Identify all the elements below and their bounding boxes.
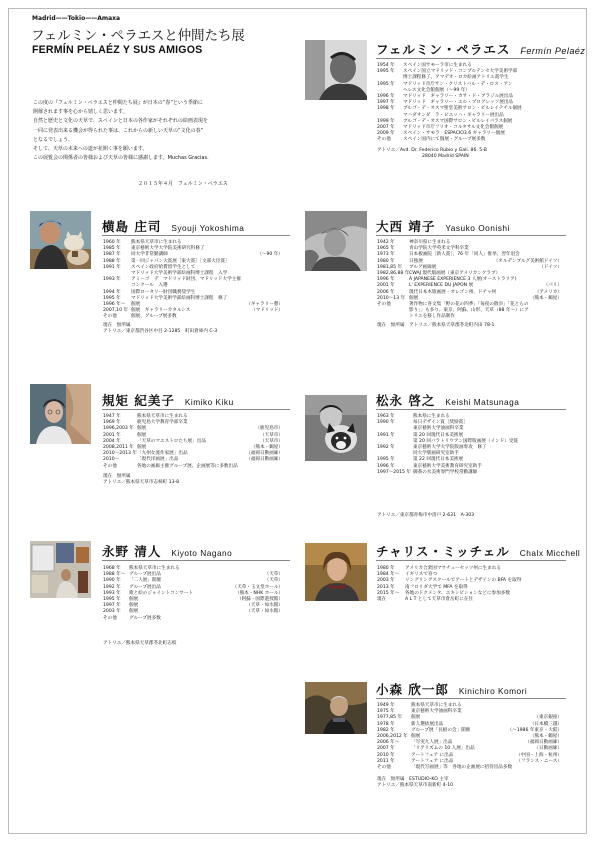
artist-name-roman: Syouji Yokoshima (171, 223, 245, 233)
cv-year: 2008,2011 年 (103, 445, 134, 451)
cv-text: アートフェア に出品 (411, 752, 454, 758)
komori-entries (377, 703, 562, 771)
cv-year: 1981,85 年 (377, 264, 403, 270)
cv-text: 個展、グループ展多数 (131, 314, 177, 320)
cv-year: 1988 年 (103, 258, 121, 264)
cv-text: 「九州女流作家展」出品 (137, 451, 188, 457)
artist-name-roman: Fermín Pelaéz (520, 46, 586, 56)
cv-year: 1990 年 (103, 578, 121, 584)
cv-year: 2006,2012 年 (377, 734, 408, 740)
cv-text: 個展 (129, 597, 139, 603)
cv-year: 1978 年 (377, 721, 395, 727)
divider (102, 409, 290, 410)
intro-line: 開催されます事を心から嬉しく思います。 (33, 109, 128, 116)
artist-name-jp: フェルミン・ペラエス (376, 42, 511, 57)
cv-text: 「現代洋画展」出品 (137, 457, 179, 463)
address-line: アトリエ／東京都渋谷区中目 2-1285 町田倉庫内 C-3 (103, 329, 218, 335)
cv-location: （天草） (264, 578, 283, 584)
cv-location: （天草・玉文堂ホール） (232, 584, 283, 590)
cv-text: 東京藝術大学大学院版画専攻 修了 (413, 445, 487, 451)
cv-year: 1977,85 年 (377, 715, 403, 721)
cv-location: （鹿児島市） (255, 426, 283, 432)
artist-name-roman: Yasuko Oonishi (445, 223, 510, 233)
intro-line: となるでしょう。 (33, 136, 73, 143)
cv-text: グループ展出品 (129, 584, 161, 590)
cv-text: グループ展「長板の会」開催 (411, 727, 471, 733)
cv-location: （天草・如水館） (246, 603, 283, 609)
cv-entry (377, 470, 562, 476)
cv-text: マハダオンダ ラ・ピエッハ・ギャラリー展出品 (403, 112, 504, 118)
cv-location: （福岡日動画廊） (246, 451, 283, 457)
mitchell-photo (305, 543, 367, 601)
address-line: 現在 無所属 ESTUDIO-KO 主宰 (377, 777, 449, 782)
cv-location: （ギャラリー憩） (246, 302, 283, 308)
nagano-entries (103, 566, 283, 622)
artist-name-jp: 横島 庄司 (102, 219, 162, 234)
cv-text: 新人選抜展出品 (411, 721, 444, 727)
cv-text: 各地の画廊主催グループ展、企画展等に多数出品 (137, 463, 238, 469)
kiku-name (102, 391, 234, 409)
cv-text: マドリッド市庁サン・クリストバル・デ・ロス・アン (403, 81, 513, 87)
cv-location: （日動画廊） (534, 746, 562, 752)
yokoshima-address (103, 323, 283, 335)
cv-text: 東京藝術大学油画科卒業 (413, 426, 464, 432)
cv-location: （阿蘇・国際遊授館） (237, 597, 283, 603)
cv-year: 2004 年 (103, 438, 121, 444)
cv-text: 各地のドクメンタ、エキシビションなどに参加多数 (405, 590, 510, 596)
oonishi-entries (377, 240, 562, 321)
cv-year: 1987 年 (103, 252, 121, 258)
cv-year: 1991 年 (103, 264, 121, 270)
yokoshima-name (102, 217, 244, 235)
cv-location: （福岡日動画廊） (246, 457, 283, 463)
cv-year: 現在 (377, 597, 387, 603)
cv-year: 1980 年 (377, 258, 395, 264)
cv-year: 1995 年 (377, 69, 395, 75)
cv-year: 1969 年 (103, 420, 121, 426)
oonishi-address (377, 323, 562, 329)
cv-entry (103, 616, 283, 622)
cv-year: 2001 年 (103, 432, 121, 438)
cv-year: その他 (377, 302, 391, 308)
cv-text: アメリカ合衆国マサチューセッツ州に生まれる (405, 566, 501, 571)
divider (376, 409, 566, 410)
address-line: アトリエ／熊本県天草郡苓北町志岐 (103, 641, 177, 646)
cv-location: （福岡日動画廊） (525, 740, 562, 746)
address-line: アトリエ／熊本県天草市志柿町 13-8 (103, 480, 180, 486)
cv-text: アートフェア に出品 (411, 758, 454, 764)
cv-year: 1984 年〜 (377, 572, 400, 578)
cv-text: 第 22 回現代日本美術展 (413, 457, 464, 463)
cv-text: マドリッド ギャラリー・カサ・ド・ブラジル展出品 (403, 94, 513, 100)
cv-year: 1995 年 (103, 597, 121, 603)
fermin-portrait-photo (305, 40, 367, 100)
cv-entry (103, 314, 283, 320)
matsunaga-name (376, 391, 519, 409)
cv-text: 鹿児島大学教育学部卒業 (137, 420, 188, 426)
address-line: 現在 無所属 (103, 474, 131, 479)
cv-text: ブルグ画廊展 (409, 264, 437, 270)
divider (376, 560, 566, 561)
cv-year: 2010〜13 年 (377, 295, 406, 301)
cv-year: 1997〜2015 年 (377, 469, 412, 475)
cv-location: （天草市） (260, 432, 283, 438)
oonishi-photo (305, 211, 367, 271)
divider (376, 58, 566, 59)
cv-text: スペイン政府給費留学生として (131, 264, 196, 270)
cv-text: グループ展出品 (129, 572, 161, 578)
cv-text: 国際ロータリー財団職務奨学生 (131, 289, 196, 295)
mitchell-name (376, 542, 580, 560)
cv-text: ブルゴ・デ・オスマ聖堂美術サロン・ビルレイテチル個展 (403, 106, 522, 112)
kiku-entries (103, 414, 283, 470)
cv-year: 1996,2003 年 (103, 426, 134, 432)
cv-location: （熊本・鶴屋） (250, 445, 283, 451)
cv-year: 1998 年 (377, 106, 395, 112)
cv-text: 著作物に喜文集「野の花の四季」「毎夜の散歩」「花とらの (409, 302, 529, 308)
intro-line: この展覧会の関係者の皆様および天草の皆様に感謝します。Muchas Gracias. (33, 155, 209, 162)
cv-text: トリエを移し作品制作 (409, 314, 455, 320)
fermin-address (377, 148, 562, 160)
cv-location: （中国・上海・杭州） (516, 752, 562, 758)
komori-address (377, 777, 562, 789)
cv-text: アミーゴ デ マドリッド財団、マドリッド大学主催 (131, 277, 241, 283)
cv-text: 個展 (411, 734, 421, 740)
nagano-name (102, 542, 232, 560)
artist-name-jp: 規矩 紀美子 (102, 393, 175, 408)
cv-year: 1985 年 (103, 246, 121, 252)
cv-year: 1999 年 (377, 118, 395, 124)
cv-year: 1993 年 (103, 277, 121, 283)
cv-text: 熊本県に生まれる (413, 414, 450, 419)
cv-location: （熊本・NHK ホール） (234, 590, 283, 596)
cv-text: スペイン国立マドリッド・コンプルテンセ大学美術学部 (403, 69, 518, 75)
cv-year: 2009 年 (377, 131, 395, 137)
cv-location: （〜1986 年東京・大阪） (507, 727, 562, 733)
cv-text: イギリスで育つ (405, 572, 438, 578)
cv-text: 「写実九人展」出品 (411, 740, 453, 746)
cv-year: 1996 年〜 (103, 302, 126, 308)
cv-text: 熊本県天草市に生まれる (131, 240, 182, 245)
cv-year: 1973 年 (377, 252, 395, 258)
cv-year: 2007 年 (377, 746, 395, 752)
intro-line: そして、天草の未来への道が花開く事を願います。 (33, 146, 148, 153)
mitchell-entries (377, 566, 562, 603)
cv-text: 「天草のマエストロたち展」出品 (137, 438, 206, 444)
cv-year: 1994 年 (103, 289, 121, 295)
cv-year: 1942 年 (377, 240, 395, 245)
cv-text: 影り」」も多り。東京、阿蘇、山形、天草（88 年〜）にア (409, 308, 529, 314)
intro-line: 自然と歴史と文化の天草で、スペインと日本の各作家がそれぞれの絵画表現を (33, 118, 208, 125)
cv-text: リングリングスクールでアートとデザインの BFA を取得 (405, 578, 522, 584)
divider (376, 235, 566, 236)
cv-year: 2010 年 (377, 752, 395, 758)
fermin-entries (377, 63, 562, 144)
cv-text: 第 20 回現代日本美術展 (413, 432, 464, 438)
cv-location: （〜90 年） (257, 252, 283, 258)
artist-name-roman: Keishi Matsunaga (445, 397, 520, 407)
cv-year: 1954 年 (377, 63, 395, 68)
cv-year: 1968 年 (103, 566, 121, 571)
artist-name-jp: 松永 啓之 (376, 393, 436, 408)
cv-year: 1995 年 (377, 81, 395, 87)
cv-text: マドリッド ギャラリー・エル・プログレッソ展出品 (403, 100, 514, 106)
cv-text: 南フロリダ大学で MFA を取得 (405, 584, 468, 590)
cv-entry (377, 597, 562, 603)
cv-text: マドリッド大学美術学部絵画科博士課程 修了 (131, 295, 228, 301)
cv-year: 2003 年 (377, 578, 395, 584)
cv-text: 東京藝術大学美術教育研究室助手 (413, 463, 482, 469)
cv-text: 日本板画院［新人賞］、76 年「同人」推挙、翌年退会 (409, 252, 520, 258)
cv-year: 1975 年 (377, 709, 395, 715)
cv-location: （天草） (264, 572, 283, 578)
cv-text: 東京藝術大学油画科卒業 (411, 709, 462, 715)
komori-name (376, 680, 527, 698)
cv-location: （アメリカ） (534, 289, 562, 295)
cv-text: 個展 (137, 426, 147, 432)
divider (376, 698, 566, 699)
cv-text: 第一回ジャパン大賞展［東大賞］［文部大臣賞］ (131, 258, 230, 264)
cv-text: 個展 (131, 302, 141, 308)
cv-text: 「二人展」開催 (129, 578, 162, 584)
cv-year: 1990 年 (377, 420, 395, 426)
address-line: アトリエ／東京都青梅市中清戸 2-631 A-303 (377, 513, 475, 518)
kiku-photo (30, 384, 91, 444)
address-line: 28040 Madrid SPAIN (422, 154, 469, 160)
cv-entry (377, 137, 562, 143)
cv-year: 1995 年 (377, 457, 395, 463)
artist-name-roman: Kinichiro Komori (458, 686, 528, 696)
cv-entry (377, 765, 562, 771)
cv-location: （天草市） (260, 438, 283, 444)
cv-year: 1997 年 (377, 100, 395, 106)
cv-text: 青山学院大学英米文学科卒業 (409, 246, 469, 252)
cv-year: その他 (103, 615, 117, 621)
cv-year: 2010〜2013 年 (103, 451, 138, 457)
cv-year: その他 (103, 463, 117, 469)
intro-signature: ２０１５年４月 フェルミン・ペラエス (138, 181, 228, 187)
cv-year: 2006 年〜 (377, 740, 400, 746)
cv-year: 1992 年 (377, 445, 395, 451)
cv-location: （天草・如水館） (246, 609, 283, 615)
cv-year: 1982 年 (377, 727, 395, 733)
cv-year: 1992 年 (103, 584, 121, 590)
artist-name-roman: Kiyoto Nagano (171, 548, 233, 558)
yokoshima-entries (103, 240, 283, 321)
cv-entry (377, 314, 562, 320)
cv-text: 「現代写画展」等 各地の企画展に招待出品多数 (411, 765, 513, 771)
cv-text: コンクール 入選 (131, 283, 168, 289)
cv-text: 同大学版画研究室助手 (413, 451, 459, 457)
cv-year: 1965 年 (377, 246, 395, 252)
cv-text: 日独展 (409, 258, 423, 264)
cv-text: 第 20 回バラトリウアン国際版画展（インド）受賞 (413, 438, 519, 444)
yokoshima-with-cats-photo (30, 211, 91, 269)
cv-text: 毎日デザイン賞［奨励賞］ (413, 420, 468, 426)
cv-location: （ドイツ） (539, 264, 562, 270)
cv-year: 1949 年 (377, 703, 395, 708)
cv-text: マドリッド市庁フリオ・コルタサル文化会館個展 (403, 125, 504, 131)
cv-year (377, 314, 409, 320)
artist-name-roman: Chalx Micchell (519, 548, 581, 558)
address-line: 現在 無所属 (103, 323, 131, 328)
cv-text: 御茶の水美術専門学校常勤講師 (413, 469, 478, 475)
cv-text: A L T として天草市倉岳町に在住 (405, 597, 474, 603)
cv-text: A JAPANESE EXPERIENCE 3 人展(オーストラリア) (409, 277, 517, 283)
cv-year: 1982,86,88 年 (377, 271, 410, 277)
cv-year: 2001 年 (377, 283, 395, 289)
cv-text: グループ展多数 (129, 615, 161, 621)
cv-text: 歌と絵のジョイントコンサート (129, 590, 194, 596)
artist-name-jp: チャリス・ミッチェル (376, 544, 510, 559)
cv-text: ヘレス文化会館個展（〜99 年） (403, 87, 470, 93)
matsunaga-entries (377, 414, 562, 476)
cv-location: （日本橋三越） (529, 721, 562, 727)
cv-text: スペイン国サモーラ市に生まれる (403, 63, 472, 68)
page-title-jp: フェルミン・ペラエスと仲間たち展 (31, 28, 245, 44)
cv-year: 1996 年 (377, 94, 395, 100)
cv-year: 1991 年 (377, 432, 395, 438)
address-line: 現在 無所属 アトリエ／熊本県天草郡苓北町内田 78-1 (377, 323, 495, 328)
artist-name-roman: Kimiko Kiku (184, 397, 234, 407)
cv-year: 2006 年 (377, 289, 395, 295)
oonishi-name (376, 217, 510, 235)
cv-year: その他 (377, 137, 391, 143)
cv-location: （フランス・ニース） (516, 758, 562, 764)
cv-text: 個展 (409, 295, 419, 301)
cv-text: スペイン・サモラ ESPACIO3.6 ギャラリー個展 (403, 131, 505, 137)
komori-photo (305, 682, 367, 734)
cv-year: 1993 年 (103, 590, 121, 596)
cv-text: 個展 (411, 715, 421, 721)
cv-location: （熊本・鶴屋） (529, 295, 562, 301)
cv-entry (103, 464, 283, 470)
cv-text: 同大学非常勤講師 (131, 252, 168, 258)
intro-line: この度の『フェルミン・ペラエスと仲間たち展』が日本の“春”という季節に (33, 100, 203, 106)
cv-year: 1980 年 (377, 566, 395, 571)
cv-year: 1996 年 (377, 463, 395, 469)
cv-year: 2007 年 (377, 125, 395, 131)
cv-text: 個展 (129, 609, 139, 615)
nagano-studio-photo (30, 541, 91, 598)
nagano-address (103, 641, 283, 647)
cv-text: L' EXPERIENCE DU JAPON 展 (409, 283, 474, 289)
cv-text: 個展 ギャラリーカタルシス (131, 308, 191, 314)
artist-name-jp: 大西 靖子 (376, 219, 436, 234)
artist-name-jp: 小森 欣一郎 (376, 682, 449, 697)
kiku-address (103, 474, 283, 486)
intro-text (33, 99, 209, 163)
header-cities: Madrid——Tokio——Amaxa (32, 15, 121, 22)
address-line: アトリエ／Avd. Dr. Federico Rubio y Galí. 86. 5-B (377, 148, 487, 153)
cv-year: 1995 年 (103, 295, 121, 301)
cv-location: （パリ） (543, 283, 562, 289)
page-title-es: FERMÍN PELAÉZ Y SUS AMIGOS (32, 44, 203, 56)
cv-text: 熊本県天草市に生まれる (137, 414, 188, 419)
cv-text: 「リアリズムの 10 人展」出品 (411, 746, 475, 752)
cv-year: 2011 年 (377, 758, 395, 764)
cv-year: 2013 年 (377, 584, 395, 590)
divider (102, 560, 290, 561)
cv-text: 神奈川県に生まれる (409, 240, 451, 245)
cv-text: 個展 (137, 445, 147, 451)
cv-year: 1988 年〜 (103, 572, 126, 578)
matsunaga-address (377, 513, 562, 519)
cv-text: 個展 (137, 432, 147, 438)
address-line: アトリエ／熊本県天草市南新町 4-10 (377, 783, 454, 789)
divider (102, 235, 290, 236)
cv-text: CWAJ 現代版画展（東京アメリカンクラブ） (409, 271, 501, 277)
fermin-name (376, 40, 585, 58)
cv-year: 1960 年 (103, 240, 121, 245)
cv-text: 個展 (129, 603, 139, 609)
cv-year: 1997 年 (103, 603, 121, 609)
cv-location: （オルデンブルグ美術館ドイツ） (493, 258, 562, 264)
cv-year: 1963 年 (377, 414, 395, 419)
cv-text: 現代日本木版画展・オレゴン州、ドチャ州 (409, 289, 497, 295)
artist-name-jp: 永野 清人 (102, 544, 162, 559)
cv-year: その他 (103, 314, 117, 320)
cv-text: 熊本県天草市に生まれる (129, 566, 180, 571)
cv-location: （東京銀座） (534, 715, 562, 721)
cv-text: スペイン国内にて個展・グループ展多数 (403, 137, 486, 143)
cv-location: （マドリッド） (251, 308, 283, 314)
cv-year: 1947 年 (103, 414, 121, 419)
cv-text: 熊本県天草市に生まれる (411, 703, 462, 708)
cv-year: 2015 年〜 (377, 590, 400, 596)
intro-line: 一同に発表出来る機会が得られた事は、これからの新しい天草の“文化の春” (33, 127, 204, 134)
cv-location: （熊本・鶴屋） (529, 734, 562, 740)
cv-year: その他 (377, 765, 391, 771)
cv-year: 2007,10 年 (103, 308, 129, 314)
matsunaga-with-dog-photo (305, 395, 367, 461)
cv-text: ブルゴ・デ・オスマ国際サロン・ビルレイパラス個展 (403, 118, 513, 124)
cv-year: 2003 年 (103, 609, 121, 615)
cv-text: 博士課程修了。アマデオ・ロカ絵画アトリエ賞学生 (403, 75, 509, 81)
cv-year: 2010〜 (103, 457, 120, 463)
cv-text: 東京藝術大学大学院美術研究科修了 (131, 246, 205, 252)
cv-year: 1996 年 (377, 277, 395, 283)
cv-text: マドリッド大学美術学部絵画科博士課程 入学 (131, 271, 228, 277)
